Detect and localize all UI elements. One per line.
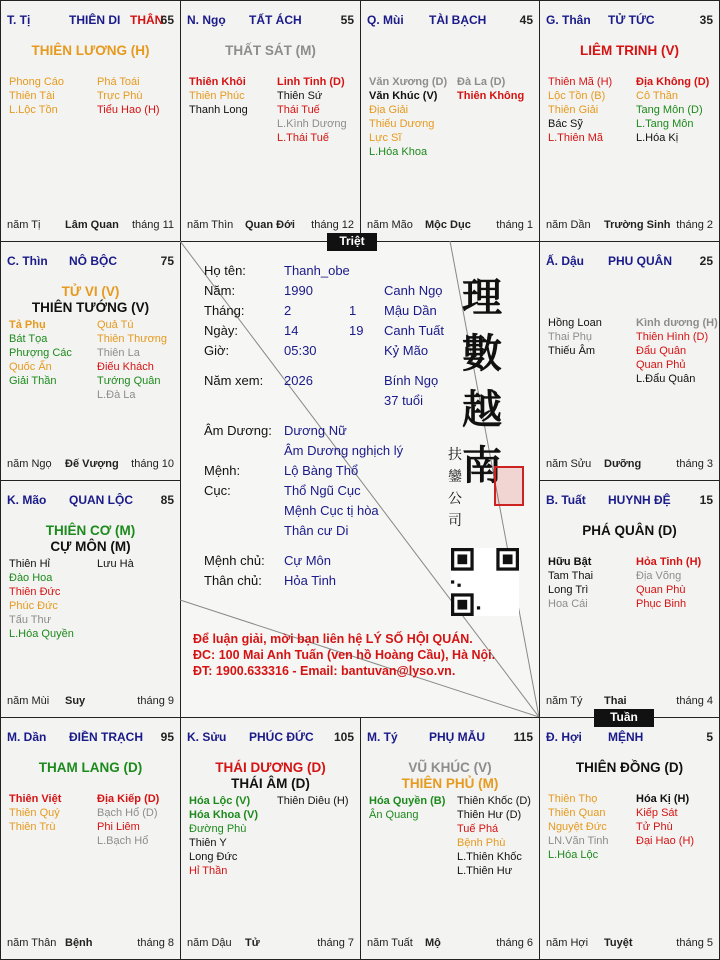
minor-stars-right	[277, 75, 347, 145]
palace-than	[539, 0, 720, 242]
palace-footer	[7, 458, 174, 472]
palace-age: 35	[699, 13, 713, 27]
palace-position: Đ. Hợi	[546, 730, 582, 744]
palace-cycle: Đế Vượng	[65, 458, 119, 470]
value-month-lunar: 1	[349, 303, 357, 318]
major-star: THIÊN CƠ (M)	[45, 523, 136, 538]
seal-small-char: 鑾	[448, 469, 462, 485]
minor-star: Quan Phù	[636, 584, 686, 596]
palace-cycle: Dưỡng	[604, 458, 642, 470]
minor-star: Lực Sĩ	[369, 132, 402, 144]
minor-stars-left	[548, 792, 609, 862]
red-stamp	[494, 466, 524, 506]
label-month: Tháng:	[204, 303, 245, 318]
palace-tuat	[539, 480, 720, 718]
palace-hoi	[539, 717, 720, 960]
minor-star: Tam Thai	[548, 570, 594, 582]
minor-star: Long Trì	[548, 584, 589, 596]
minor-star: Long Đức	[189, 851, 238, 863]
palace-age: 15	[699, 493, 713, 507]
seal-char: 南	[462, 442, 502, 489]
minor-star: Địa Kiếp (D)	[97, 793, 160, 805]
minor-star: Điếu Khách	[97, 361, 154, 373]
minor-star: Đường Phù	[189, 823, 247, 835]
palace-ti	[0, 0, 181, 242]
minor-star: Lộc Tồn (B)	[548, 90, 606, 102]
palace-cycle: Tử	[245, 937, 260, 949]
palace-footer	[187, 219, 354, 233]
palace-footer	[187, 937, 354, 951]
palace-house: HUYNH ĐỆ	[608, 493, 671, 507]
palace-age: 65	[160, 13, 174, 27]
minor-star: Thiên Thương	[97, 333, 168, 345]
minor-star: Thanh Long	[189, 104, 248, 116]
minor-star: Phi Liêm	[97, 821, 140, 833]
palace-house: NÔ BỘC	[69, 254, 117, 268]
minor-star: Thiên Y	[189, 837, 227, 849]
palace-footer	[546, 695, 713, 709]
palace-month: tháng 8	[137, 937, 174, 949]
minor-star: Cô Thần	[636, 90, 678, 102]
minor-star: Đại Hao (H)	[636, 835, 695, 847]
minor-star: Quan Phủ	[636, 359, 686, 371]
palace-month: tháng 4	[676, 695, 713, 707]
palace-mao	[0, 480, 181, 718]
palace-month: tháng 7	[317, 937, 354, 949]
minor-star: Tuế Phá	[457, 823, 499, 835]
minor-star: Thiên Sứ	[277, 90, 323, 102]
palace-year: năm Ngọ	[7, 458, 52, 470]
palace-header	[7, 13, 174, 29]
minor-star: L.Thái Tuế	[277, 132, 329, 144]
value-view-age: 37 tuổi	[384, 393, 424, 408]
minor-star: Đẩu Quân	[636, 345, 687, 357]
palace-position: G. Thân	[546, 13, 591, 27]
value-day-lunar: 19	[349, 323, 364, 338]
palace-header	[546, 13, 713, 29]
palace-cycle: Bệnh	[65, 937, 93, 949]
minor-star: Tang Môn (D)	[636, 104, 703, 116]
palace-dan	[0, 717, 181, 960]
palace-month: tháng 9	[137, 695, 174, 707]
minor-stars-left	[369, 75, 447, 159]
palace-header	[367, 13, 533, 29]
major-star: THIÊN PHỦ (M)	[401, 776, 499, 791]
minor-star: Tả Phụ	[9, 319, 46, 331]
minor-star: Kiếp Sát	[636, 807, 678, 819]
minor-star: L.Hóa Khoa	[369, 146, 428, 158]
palace-footer	[367, 219, 533, 233]
minor-star: Thiên Đức	[9, 586, 61, 598]
minor-star: L.Hóa Kị	[636, 132, 679, 144]
minor-star: Hỉ Thần	[189, 865, 228, 877]
palace-position: N. Ngọ	[187, 13, 226, 27]
palace-header	[7, 254, 174, 270]
palace-footer	[546, 458, 713, 472]
palace-ty	[360, 717, 540, 960]
palace-cycle: Trường Sinh	[604, 219, 671, 231]
palace-year: năm Tý	[546, 695, 583, 707]
minor-stars-left	[9, 792, 61, 834]
minor-star: Hóa Quyền (B)	[369, 795, 446, 807]
label-view-year: Năm xem:	[204, 373, 264, 388]
contact-line-2: ĐC: 100 Mai Anh Tuấn (ven hồ Hoàng Cầu), Hà Nội.	[193, 648, 496, 662]
label-cuc: Cục:	[204, 483, 231, 498]
palace-footer	[546, 937, 713, 951]
label-thanchu: Thân chủ:	[204, 573, 262, 588]
palace-header	[546, 254, 713, 270]
palace-age: 115	[513, 730, 533, 744]
label-menh: Mệnh:	[204, 463, 241, 478]
minor-star: L.Tang Môn	[636, 118, 694, 130]
contact-line-1: Để luận giải, mời bạn liên hệ LÝ SỐ HỘI QUÁN.	[193, 632, 473, 646]
minor-star: Thiên Thọ	[548, 793, 598, 805]
label-name: Họ tên:	[204, 263, 246, 278]
minor-stars-left	[9, 557, 74, 641]
minor-star: Phượng Các	[9, 347, 72, 359]
minor-stars-left	[189, 794, 258, 878]
minor-star: LN.Văn Tinh	[548, 835, 609, 847]
minor-stars-right	[636, 555, 701, 611]
label-hour: Giờ:	[204, 343, 230, 358]
minor-stars-right	[636, 316, 718, 386]
value-month-can: Mậu Dần	[384, 303, 437, 318]
palace-year: năm Mùi	[7, 695, 50, 707]
minor-star: Thiên Phúc	[189, 90, 245, 102]
seal-char: 理	[462, 274, 502, 321]
major-star: CỰ MÔN (M)	[50, 539, 131, 554]
minor-star: Bệnh Phù	[457, 837, 506, 849]
palace-header	[187, 730, 354, 746]
palace-position: Q. Mùi	[367, 13, 404, 27]
minor-star: L.Thiên Hư	[457, 865, 513, 877]
minor-star: Văn Khúc (V)	[369, 90, 438, 102]
palace-month: tháng 1	[496, 219, 533, 231]
palace-cycle: Quan Đới	[245, 219, 295, 231]
minor-star: Thiên Hỉ	[9, 558, 50, 570]
minor-star: Hóa Kị (H)	[636, 793, 690, 805]
major-star: THIÊN TƯỚNG (V)	[31, 300, 150, 315]
label-amduong: Âm Dương:	[204, 423, 272, 438]
palace-ngo	[180, 0, 361, 242]
minor-stars-right	[457, 75, 524, 103]
qr-code[interactable]	[451, 548, 519, 616]
minor-star: Phá Toái	[97, 76, 140, 88]
palace-position: M. Dần	[7, 730, 47, 744]
palace-dau	[539, 241, 720, 481]
palace-position: K. Sửu	[187, 730, 227, 744]
minor-star: Địa Giải	[369, 104, 409, 116]
palace-position: B. Tuất	[546, 493, 586, 507]
minor-star: Tấu Thư	[9, 614, 52, 626]
value-cuc2: Mệnh Cục tị hòa	[284, 503, 379, 518]
minor-star: L.Bạch Hổ	[97, 835, 149, 847]
minor-star: Hoa Cái	[548, 598, 588, 610]
palace-thin	[0, 241, 181, 481]
tuan-tag: Tuần	[594, 709, 654, 727]
palace-year: năm Thân	[7, 937, 57, 949]
palace-house: QUAN LỘC	[69, 493, 133, 507]
minor-stars-left	[9, 318, 72, 388]
major-star: TỬ VI (V)	[61, 284, 120, 299]
minor-star: Đà La (D)	[457, 76, 506, 88]
palace-header	[546, 730, 713, 746]
seal-small-char: 扶	[448, 447, 462, 463]
palace-cycle: Tuyệt	[604, 937, 633, 949]
palace-month: tháng 11	[131, 219, 174, 231]
palace-house: THIÊN DI	[69, 13, 121, 27]
minor-stars-left	[548, 75, 612, 145]
value-view-year: 2026	[284, 373, 313, 388]
value-thanchu: Hỏa Tinh	[284, 573, 337, 588]
minor-stars-left	[548, 316, 602, 358]
palace-header	[546, 493, 713, 509]
triet-tag: Triệt	[327, 233, 377, 251]
seal-char: 越	[462, 386, 502, 433]
value-year-can: Canh Ngọ	[384, 283, 443, 298]
palace-position: K. Mão	[7, 493, 47, 507]
minor-stars-right	[97, 792, 159, 848]
major-star: THAM LANG (D)	[38, 760, 143, 775]
value-hour: 05:30	[284, 343, 317, 358]
minor-star: Thiên La	[97, 347, 140, 359]
minor-star: Kình dương (H)	[636, 317, 718, 329]
minor-star: Thiên Trù	[9, 821, 56, 833]
minor-star: Thiên Mã (H)	[548, 76, 613, 88]
minor-star: Địa Không (D)	[636, 76, 710, 88]
minor-star: Thiên Không	[457, 90, 525, 102]
minor-star: L.Hóa Quyền	[9, 628, 74, 640]
palace-header	[367, 730, 533, 746]
palace-cycle: Mộ	[425, 937, 441, 949]
palace-position: M. Tý	[367, 730, 398, 744]
minor-stars-left	[548, 555, 593, 611]
minor-star: Thai Phụ	[548, 331, 593, 343]
minor-star: Quả Tú	[97, 319, 134, 331]
value-year: 1990	[284, 283, 313, 298]
value-name: Thanh_obe	[284, 263, 350, 278]
calligraphy-logo	[448, 270, 532, 540]
minor-star: Thiên Quý	[9, 807, 60, 819]
minor-star: Thiếu Dương	[369, 118, 435, 130]
minor-star: Hóa Khoa (V)	[189, 809, 259, 821]
palace-year: năm Tị	[7, 219, 41, 231]
major-star: THIÊN LƯƠNG (H)	[31, 43, 150, 58]
minor-star: Văn Xương (D)	[369, 76, 448, 88]
contact-line-3: ĐT: 1900.633316 - Email: bantuvan@lyso.vn.	[193, 664, 456, 678]
minor-star: Bát Tọa	[9, 333, 48, 345]
minor-star: Hỏa Tinh (H)	[636, 556, 702, 568]
minor-star: Bác Sỹ	[548, 118, 583, 130]
palace-footer	[367, 937, 533, 951]
palace-year: năm Dần	[546, 219, 591, 231]
minor-stars-left	[189, 75, 248, 117]
minor-star: Trực Phù	[97, 90, 143, 102]
palace-position: C. Thìn	[7, 254, 48, 268]
minor-star: Giải Thần	[9, 375, 57, 387]
palace-month: tháng 10	[131, 458, 174, 470]
palace-footer	[546, 219, 713, 233]
minor-star: Phúc Đức	[9, 600, 58, 612]
value-menhchu: Cự Môn	[284, 553, 331, 568]
palace-year: năm Tuất	[367, 937, 413, 949]
palace-cycle: Suy	[65, 695, 86, 707]
palace-footer	[7, 695, 174, 709]
major-star: PHÁ QUÂN (D)	[582, 523, 677, 538]
value-cuc3: Thân cư Di	[284, 523, 349, 538]
palace-year: năm Sửu	[546, 458, 592, 470]
minor-star: Thiên Khôi	[189, 76, 246, 88]
palace-header	[7, 493, 174, 509]
minor-star: L.Thiên Mã	[548, 132, 604, 144]
major-star: THIÊN ĐỒNG (D)	[575, 760, 684, 775]
palace-age: 45	[519, 13, 533, 27]
palace-footer	[7, 219, 174, 233]
minor-star: Thiếu Âm	[548, 345, 596, 357]
minor-star: Ân Quang	[369, 809, 419, 821]
palace-house: TỬ TỨC	[608, 13, 655, 27]
palace-year: năm Dậu	[187, 937, 232, 949]
palace-age: 85	[160, 493, 174, 507]
minor-star: Quốc Ấn	[9, 361, 52, 373]
minor-star: Thiên Giải	[548, 104, 599, 116]
minor-star: L.Lộc Tồn	[9, 104, 58, 116]
palace-month: tháng 12	[311, 219, 354, 231]
palace-header	[187, 13, 354, 29]
minor-star: L.Đà La	[97, 389, 136, 401]
palace-cycle: Mộc Dục	[425, 219, 471, 231]
label-year: Năm:	[204, 283, 236, 298]
value-month: 2	[284, 303, 292, 318]
minor-stars-right	[636, 792, 694, 848]
value-day-can: Canh Tuất	[384, 323, 444, 338]
minor-star: Thiên Diêu (H)	[277, 795, 349, 807]
minor-star: Lưu Hà	[97, 558, 134, 570]
palace-age: 75	[160, 254, 174, 268]
minor-star: Thiên Hình (D)	[636, 331, 709, 343]
palace-cycle: Thai	[604, 695, 627, 707]
minor-star: Đào Hoa	[9, 572, 53, 584]
value-menh: Lộ Bàng Thổ	[284, 463, 359, 478]
minor-star: Hữu Bật	[548, 556, 592, 568]
value-amduong1: Dương Nữ	[284, 423, 347, 438]
palace-position: T. Tị	[7, 13, 31, 27]
seal-small-char: 公	[448, 491, 462, 507]
palace-footer	[7, 937, 174, 951]
palace-year: năm Thìn	[187, 219, 234, 231]
palace-house: PHÚC ĐỨC	[249, 730, 314, 744]
palace-house: TẤT ÁCH	[249, 13, 302, 27]
value-hour-can: Kỷ Mão	[384, 343, 429, 358]
palace-age: 105	[333, 730, 354, 744]
major-star: LIÊM TRINH (V)	[580, 43, 679, 58]
minor-stars-right	[97, 318, 167, 402]
minor-star: L.Thiên Khốc	[457, 851, 522, 863]
minor-stars-right	[277, 794, 349, 808]
palace-month: tháng 2	[676, 219, 713, 231]
minor-star: L.Đẩu Quân	[636, 373, 696, 385]
palace-house: PHỤ MẪU	[429, 730, 485, 744]
minor-stars-right	[457, 794, 531, 878]
value-cuc1: Thổ Ngũ Cục	[284, 483, 361, 498]
minor-star: Linh Tinh (D)	[277, 76, 345, 88]
minor-star: Địa Võng	[636, 570, 682, 582]
minor-star: Thiên Hư (D)	[457, 809, 522, 821]
minor-star: Nguyệt Đức	[548, 821, 607, 833]
minor-star: L.Hóa Lộc	[548, 849, 599, 861]
than-marker: THÂN	[130, 13, 164, 27]
minor-star: Tiểu Hao (H)	[97, 104, 160, 116]
major-star: THÁI DƯƠNG (D)	[215, 760, 326, 775]
palace-mui	[360, 0, 540, 242]
palace-year: năm Mão	[367, 219, 413, 231]
seal-small-char: 司	[448, 513, 462, 529]
minor-star: Hóa Lộc (V)	[189, 795, 251, 807]
minor-star: Thiên Việt	[9, 793, 62, 805]
major-star: THẤT SÁT (M)	[225, 43, 316, 58]
minor-stars-right	[636, 75, 709, 145]
palace-age: 55	[340, 13, 354, 27]
minor-star: Phục Binh	[636, 598, 687, 610]
minor-star: Thiên Khốc (D)	[457, 795, 531, 807]
palace-month: tháng 6	[496, 937, 533, 949]
palace-age: 95	[160, 730, 174, 744]
palace-cycle: Lâm Quan	[65, 219, 119, 231]
minor-star: Thái Tuế	[277, 104, 320, 116]
major-star: VŨ KHÚC (V)	[408, 760, 492, 775]
palace-suu	[180, 717, 361, 960]
minor-star: Phong Cáo	[9, 76, 65, 88]
seal-char: 數	[462, 330, 502, 377]
value-view-can: Bính Ngọ	[384, 373, 439, 388]
label-menhchu: Mệnh chủ:	[204, 553, 265, 568]
palace-house: MỆNH	[608, 730, 644, 744]
minor-star: Thiên Quan	[548, 807, 606, 819]
minor-star: Tướng Quân	[97, 375, 161, 387]
minor-star: Hồng Loan	[548, 317, 602, 329]
minor-stars-right	[97, 75, 160, 117]
minor-star: Bạch Hổ (D)	[97, 807, 158, 819]
palace-house: TÀI BẠCH	[429, 13, 487, 27]
palace-age: 25	[699, 254, 713, 268]
minor-stars-right	[97, 557, 134, 571]
palace-house: ĐIỀN TRẠCH	[69, 730, 143, 744]
palace-month: tháng 5	[676, 937, 713, 949]
palace-month: tháng 3	[676, 458, 713, 470]
minor-star: Tử Phù	[636, 821, 673, 833]
minor-stars-left	[9, 75, 64, 117]
minor-star: Thiên Tài	[9, 90, 55, 102]
palace-age: 5	[706, 730, 713, 744]
major-star: THÁI ÂM (D)	[231, 776, 310, 791]
palace-house: PHU QUÂN	[608, 254, 673, 268]
minor-stars-left	[369, 794, 445, 822]
minor-star: L.Kình Dương	[277, 118, 347, 130]
palace-header	[7, 730, 174, 746]
label-day: Ngày:	[204, 323, 238, 338]
value-day: 14	[284, 323, 299, 338]
value-amduong2: Âm Dương nghịch lý	[284, 443, 404, 458]
palace-position: Ấ. Dậu	[546, 254, 585, 268]
palace-year: năm Hợi	[546, 937, 589, 949]
